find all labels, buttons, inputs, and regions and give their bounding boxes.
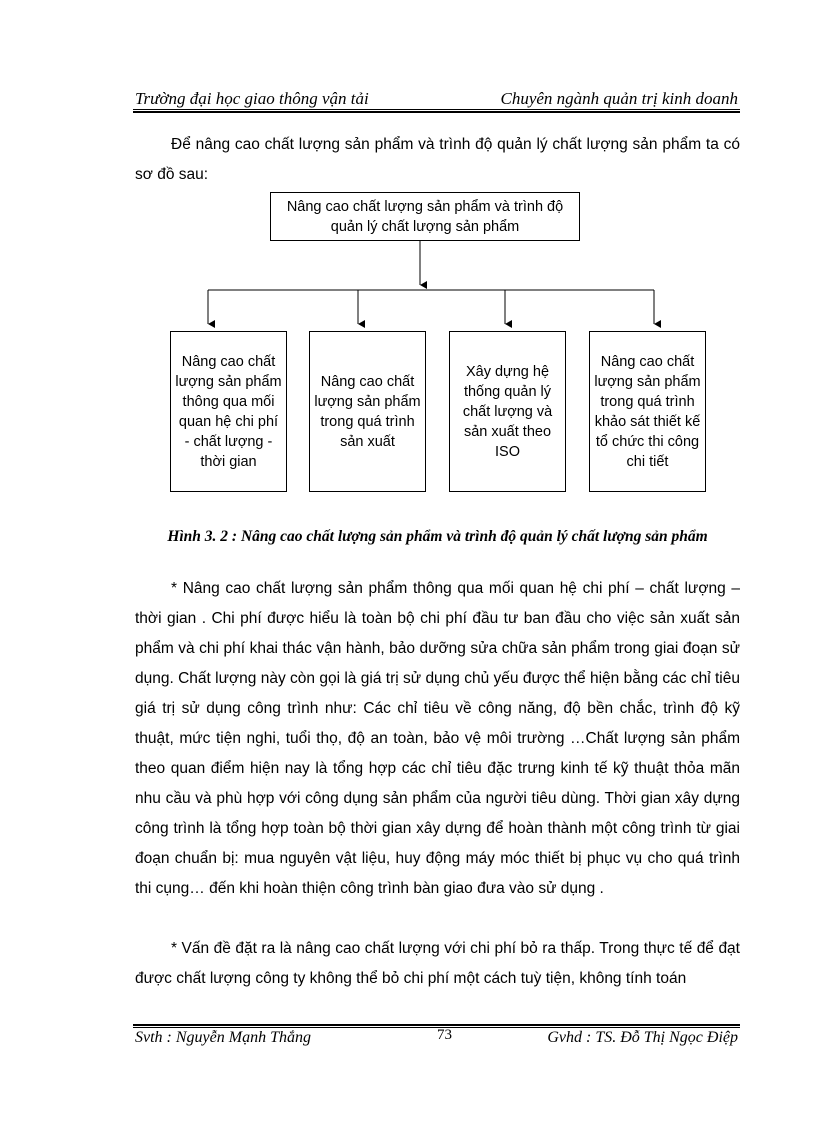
diagram-box-cost-quality-time bbox=[170, 331, 287, 492]
diagram-box-text: Nâng cao chất lượng sản phẩm thông qua mối quan hệ chi phí - chất lượng - thời gian bbox=[175, 353, 282, 470]
figure-caption: Hình 3. 2 : Nâng cao chất lượng sản phẩm và trình độ quản lý chất lượng sản phẩm bbox=[167, 528, 708, 545]
diagram-box-survey-design bbox=[589, 331, 706, 492]
body-paragraph: * Nâng cao chất lượng sản phẩm thông qua mối quan hệ chi phí – chất lượng – thời gian . Chi phí được hiểu là toàn bộ chi phí đầu tư ban đầu cho việc sản xuất sản phẩm và chi phí khai thác vận hành, bảo dưỡng sửa chữa sản phẩm trong giai đoạn sử dụng. Chất lượng này còn gọi là giá trị sử dụng chủ yếu được thể hiện bằng các chỉ tiêu giá trị sử dụng công trình như: Các chỉ tiêu về công năng, độ bền chắc, trình độ kỹ thuật, mức tiện nghi, tuổi thọ, độ an toàn, bảo vệ môi trường …Chất lượng sản phẩm theo quan điểm hiện nay là tổng hợp các chỉ tiêu đặc trưng kinh tế kỹ thuật thỏa mãn nhu cầu và phù hợp với công dụng sản phẩm của người tiêu dùng. Thời gian xây dựng công trình là tổng hợp toàn bộ thời gian xây dựng để hoàn thành một công trình từ giai đoạn chuẩn bị: mua nguyên vật liệu, huy động máy móc thiết bị phục vụ cho quá trình thi cụng… đến khi hoàn thiện công trình bàn giao đưa vào sử dụng . bbox=[135, 580, 740, 897]
intro-paragraph: Để nâng cao chất lượng sản phẩm và trình độ quản lý chất lượng sản phẩm ta có sơ đồ sau: bbox=[135, 136, 740, 183]
diagram-box-text: Nâng cao chất lượng sản phẩm trong quá trình sản xuất bbox=[314, 373, 421, 450]
page-footer bbox=[133, 1027, 740, 1051]
diagram-box-iso bbox=[449, 331, 566, 492]
page-number: 73 bbox=[437, 1027, 452, 1043]
diagram-top-box bbox=[270, 192, 580, 241]
body-paragraph: * Vấn đề đặt ra là nâng cao chất lượng với chi phí bỏ ra thấp. Trong thực tế để đạt được chất lượng công ty không thể bỏ chi phí một cách tuỳ tiện, không tính toán bbox=[135, 940, 740, 987]
diagram-top-box-text: Nâng cao chất lượng sản phẩm và trình độ quản lý chất lượng sản phẩm bbox=[286, 198, 564, 235]
header-university: Trường đại học giao thông vận tải bbox=[135, 89, 369, 108]
diagram-box-production bbox=[309, 331, 426, 492]
footer-rule-thick bbox=[133, 1024, 740, 1026]
diagram-box-text: Nâng cao chất lượng sản phẩm trong quá trình khảo sát thiết kế tổ chức thi công chi tiết bbox=[594, 353, 701, 470]
header-major: Chuyên ngành quản trị kinh doanh bbox=[500, 89, 738, 108]
diagram-box-text: Xây dựng hệ thống quản lý chất lượng và sản xuất theo ISO bbox=[462, 363, 553, 460]
footer-student: Svth : Nguyễn Mạnh Thắng bbox=[135, 1029, 311, 1046]
footer-advisor: Gvhd : TS. Đỗ Thị Ngọc Điệp bbox=[547, 1029, 738, 1046]
